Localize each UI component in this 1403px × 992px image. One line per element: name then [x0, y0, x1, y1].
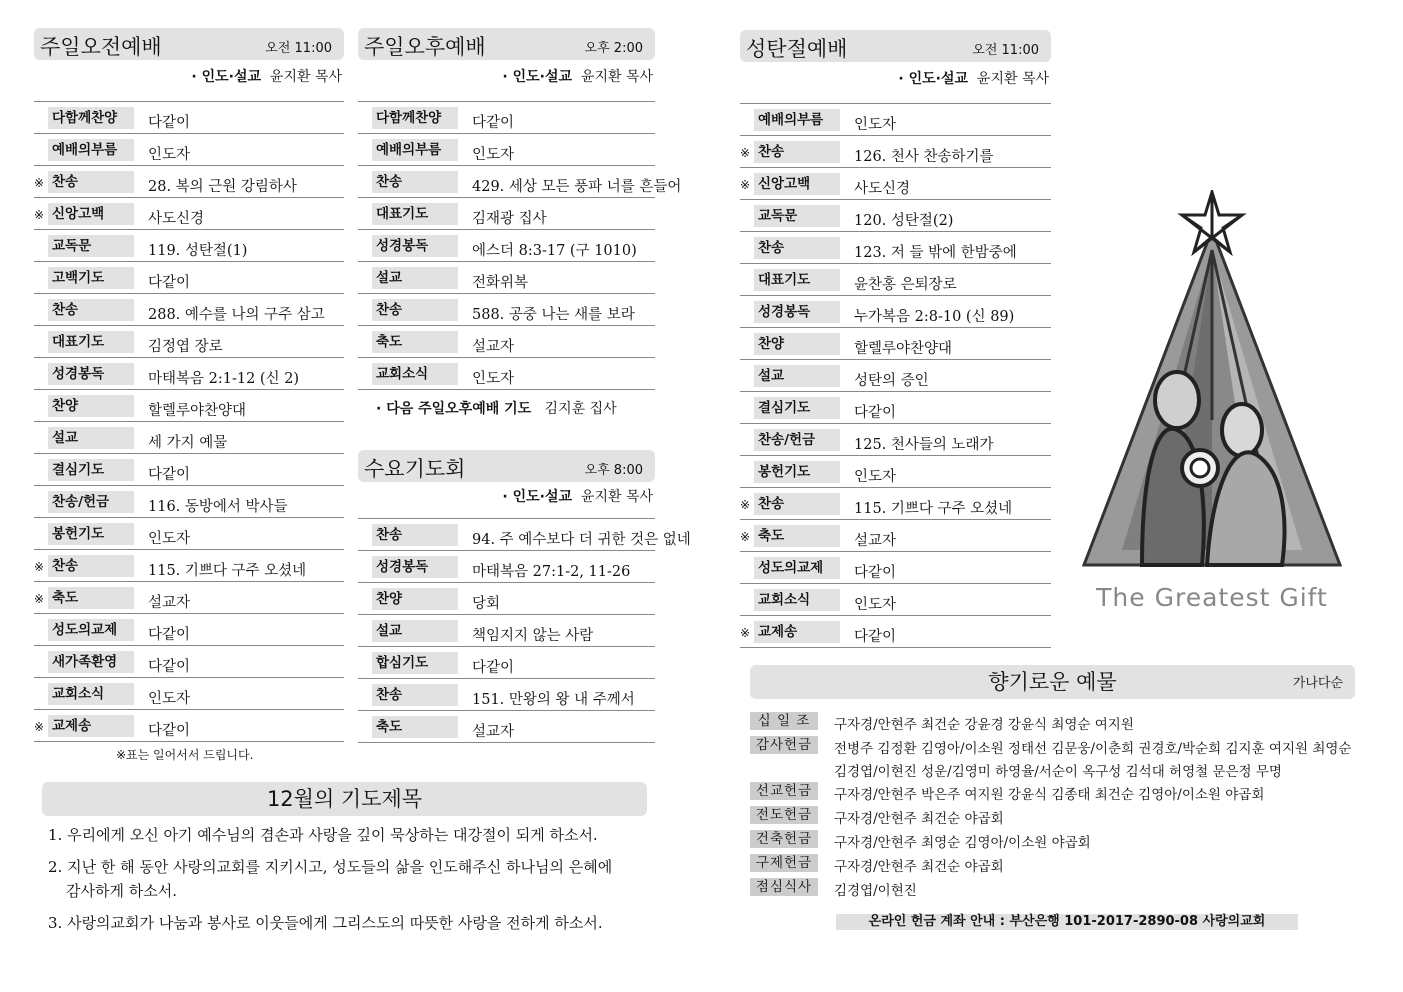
order-row: [358, 134, 655, 166]
wednesday-header: [358, 450, 655, 482]
order-row: [34, 646, 344, 678]
standing-mark: ※: [34, 176, 45, 190]
order-value: 123. 저 들 밖에 한밤중에: [854, 245, 1017, 261]
order-label: 결심기도: [754, 397, 840, 419]
order-label: 예배의부름: [48, 139, 134, 161]
offering-title: 향기로운 예물: [988, 670, 1117, 694]
wednesday-time: 오후 8:00: [584, 463, 643, 478]
order-row: [34, 550, 344, 582]
order-row: [358, 679, 655, 711]
order-value: 126. 천사 찬송하기를: [854, 149, 994, 165]
christmas-service: [740, 30, 1051, 655]
order-value: 성탄의 증인: [854, 373, 929, 389]
order-label: 교독문: [754, 205, 840, 227]
order-value: 28. 복의 근원 강림하사: [148, 179, 297, 195]
order-label: 교회소식: [372, 363, 458, 385]
order-value: 인도자: [854, 597, 897, 613]
order-label: 결심기도: [48, 459, 134, 481]
order-value: 인도자: [854, 469, 897, 485]
order-label: 다함께찬양: [48, 107, 134, 129]
order-label: 교회소식: [754, 589, 840, 611]
order-value: 다같이: [472, 660, 515, 676]
order-row: [358, 583, 655, 615]
afternoon-service: [358, 28, 682, 428]
christmas-leader: · 인도·설교 윤지환 목사: [898, 71, 1049, 87]
order-row: [358, 615, 655, 647]
order-value: 마태복음 27:1-2, 11-26: [472, 564, 631, 580]
order-value: 다같이: [148, 659, 191, 675]
order-row: [34, 582, 344, 614]
christmas-time: 오전 11:00: [972, 43, 1039, 58]
afternoon-order-list: [358, 101, 682, 390]
order-row: [34, 166, 344, 198]
order-label: 예배의부름: [372, 139, 458, 161]
wednesday-service: [358, 450, 691, 750]
order-row: [34, 486, 344, 518]
order-label: 찬송: [754, 141, 840, 163]
order-value: 세 가지 예물: [148, 435, 228, 451]
order-label: 다함께찬양: [372, 107, 458, 129]
online-offering-account: 온라인 헌금 계좌 안내 : 부산은행 101-2017-2890-08 사랑의교회: [836, 914, 1298, 930]
afternoon-header: [358, 28, 655, 60]
order-label: 찬송: [754, 237, 840, 259]
morning-title: 주일오전예배: [40, 35, 162, 59]
nativity-image: [1082, 190, 1342, 620]
order-label: 찬송: [48, 171, 134, 193]
order-label: 성도의교제: [48, 619, 134, 641]
order-value: 다같이: [854, 629, 897, 645]
order-row: [358, 647, 655, 679]
art-caption: The Greatest Gift: [1096, 583, 1328, 612]
order-label: 성경봉독: [48, 363, 134, 385]
order-label: 찬양: [372, 588, 458, 610]
order-value: 윤찬홍 은퇴장로: [854, 277, 957, 293]
order-value: 다같이: [148, 627, 191, 643]
order-value: 설교자: [472, 724, 515, 740]
order-value: 다같이: [472, 115, 515, 131]
morning-leader: · 인도·설교 윤지환 목사: [191, 69, 342, 85]
order-value: 책임지지 않는 사람: [472, 628, 594, 644]
prayer-topic-1: 1. 우리에게 오신 아기 예수님의 겸손과 사랑을 깊이 묵상하는 대강절이 되게 하소서.: [48, 826, 598, 844]
standing-mark: ※: [740, 178, 751, 192]
order-label: 신앙고백: [754, 173, 840, 195]
order-row: [740, 552, 1051, 584]
order-label: 찬양: [48, 395, 134, 417]
order-value: 다같이: [148, 467, 191, 483]
order-label: 찬송: [372, 171, 458, 193]
standing-mark: ※: [34, 208, 45, 222]
offering-order: 가나다순: [1292, 676, 1343, 691]
order-label: 대표기도: [48, 331, 134, 353]
order-value: 전화위복: [472, 275, 529, 291]
order-row: [358, 551, 655, 583]
order-value: 에스더 8:3-17 (구 1010): [472, 243, 637, 259]
order-row: [740, 616, 1051, 648]
standing-mark: ※: [34, 720, 45, 734]
order-row: [740, 104, 1051, 136]
order-value: 설교자: [854, 533, 897, 549]
morning-time: 오전 11:00: [265, 41, 332, 56]
order-row: [740, 168, 1051, 200]
order-label: 찬송: [754, 493, 840, 515]
order-label: 찬송/헌금: [754, 429, 840, 451]
wednesday-title: 수요기도회: [364, 457, 466, 481]
order-value: 288. 예수를 나의 구주 삼고: [148, 307, 325, 323]
order-label: 찬송: [48, 299, 134, 321]
order-row: [358, 326, 655, 358]
prayer-topic-3: 3. 사랑의교회가 나눔과 봉사로 이웃들에게 그리스도의 따뜻한 사랑을 전하게 하소서.: [48, 914, 603, 932]
order-label: 찬송/헌금: [48, 491, 134, 513]
order-label: 축도: [372, 331, 458, 353]
order-value: 마태복음 2:1-12 (신 2): [148, 371, 300, 387]
order-label: 성경봉독: [754, 301, 840, 323]
order-row: [740, 520, 1051, 552]
afternoon-title: 주일오후예배: [364, 35, 486, 59]
order-row: [740, 296, 1051, 328]
next-afternoon-prayer: · 다음 주일오후예배 기도 김지훈 집사: [376, 401, 617, 417]
order-row: [740, 328, 1051, 360]
order-label: 봉헌기도: [754, 461, 840, 483]
order-row: [34, 518, 344, 550]
order-row: [740, 488, 1051, 520]
order-label: 찬송: [372, 524, 458, 546]
order-label: 설교: [754, 365, 840, 387]
order-value: 누가복음 2:8-10 (신 89): [854, 309, 1015, 325]
order-value: 125. 천사들의 노래가: [854, 437, 994, 453]
standing-mark: ※: [740, 530, 751, 544]
order-label: 축도: [48, 587, 134, 609]
order-label: 찬송: [372, 299, 458, 321]
prayer-topics-header: 12월의 기도제목: [42, 782, 647, 816]
order-label: 합심기도: [372, 652, 458, 674]
order-row: [34, 614, 344, 646]
order-row: [34, 358, 344, 390]
order-value: 119. 성탄절(1): [148, 243, 248, 259]
prayer-topic-2-cont: 감사하게 하소서.: [66, 882, 177, 900]
order-row: [358, 102, 655, 134]
standing-mark: ※: [740, 626, 751, 640]
order-value: 115. 기쁘다 구주 오셨네: [854, 501, 1013, 517]
order-row: [358, 711, 655, 743]
order-label: 새가족환영: [48, 651, 134, 673]
order-row: [34, 262, 344, 294]
order-value: 다같이: [854, 565, 897, 581]
order-row: [34, 678, 344, 710]
order-row: [34, 198, 344, 230]
order-row: [34, 326, 344, 358]
order-value: 김정엽 장로: [148, 339, 223, 355]
order-label: 교독문: [48, 235, 134, 257]
order-value: 429. 세상 모든 풍파 너를 흔들어: [472, 179, 682, 195]
order-row: [740, 232, 1051, 264]
order-value: 116. 동방에서 박사들: [148, 499, 288, 515]
prayer-topic-2: 2. 지난 한 해 동안 사랑의교회를 지키시고, 성도들의 삶을 인도해주신 하나님의 은혜에: [48, 858, 613, 876]
order-label: 예배의부름: [754, 109, 840, 131]
order-value: 다같이: [148, 723, 191, 739]
order-label: 성경봉독: [372, 556, 458, 578]
christmas-header: [740, 30, 1051, 62]
standing-note: ※표는 일어서서 드립니다.: [116, 748, 254, 762]
order-label: 찬송: [48, 555, 134, 577]
order-row: [358, 294, 655, 326]
order-label: 설교: [372, 267, 458, 289]
order-label: 교회소식: [48, 683, 134, 705]
order-label: 성경봉독: [372, 235, 458, 257]
order-value: 115. 기쁘다 구주 오셨네: [148, 563, 307, 579]
order-row: [358, 198, 655, 230]
order-value: 설교자: [472, 339, 515, 355]
order-row: [34, 390, 344, 422]
christmas-title: 성탄절예배: [746, 37, 848, 61]
order-row: [740, 584, 1051, 616]
standing-mark: ※: [34, 560, 45, 574]
morning-order-list: [34, 101, 344, 742]
order-label: 설교: [372, 620, 458, 642]
offering-header: [750, 665, 1355, 699]
order-row: [34, 710, 344, 742]
order-value: 당회: [472, 596, 501, 612]
order-row: [740, 200, 1051, 232]
morning-service: [34, 28, 344, 768]
order-value: 인도자: [854, 117, 897, 133]
afternoon-time: 오후 2:00: [584, 41, 643, 56]
order-label: 찬송: [372, 684, 458, 706]
order-row: [358, 358, 655, 390]
standing-mark: ※: [34, 592, 45, 606]
order-value: 김재광 집사: [472, 211, 547, 227]
order-label: 교제송: [754, 621, 840, 643]
order-value: 인도자: [148, 147, 191, 163]
order-value: 사도신경: [854, 181, 911, 197]
order-value: 사도신경: [148, 211, 205, 227]
order-row: [358, 519, 691, 551]
order-row: [34, 134, 344, 166]
order-value: 다같이: [148, 275, 191, 291]
order-row: [34, 422, 344, 454]
order-row: [740, 136, 1051, 168]
order-value: 인도자: [148, 531, 191, 547]
order-row: [740, 456, 1051, 488]
standing-mark: ※: [740, 498, 751, 512]
order-label: 찬양: [754, 333, 840, 355]
order-value: 94. 주 예수보다 더 귀한 것은 없네: [472, 532, 691, 548]
order-value: 인도자: [148, 691, 191, 707]
order-value: 588. 공중 나는 새를 보라: [472, 307, 635, 323]
order-value: 151. 만왕의 왕 내 주께서: [472, 692, 635, 708]
order-label: 대표기도: [372, 203, 458, 225]
order-label: 고백기도: [48, 267, 134, 289]
order-value: 할렐루야찬양대: [854, 341, 953, 357]
christmas-order-list: [740, 103, 1051, 648]
standing-mark: ※: [740, 146, 751, 160]
order-row: [740, 392, 1051, 424]
order-label: 축도: [372, 716, 458, 738]
order-row: [740, 264, 1051, 296]
order-label: 교제송: [48, 715, 134, 737]
morning-header: [34, 28, 344, 60]
nativity-illustration: [1082, 190, 1342, 620]
order-label: 대표기도: [754, 269, 840, 291]
order-row: [358, 230, 655, 262]
order-value: 120. 성탄절(2): [854, 213, 954, 229]
order-label: 축도: [754, 525, 840, 547]
order-row: [358, 262, 655, 294]
order-label: 설교: [48, 427, 134, 449]
order-row: [740, 360, 1051, 392]
order-label: 성도의교제: [754, 557, 840, 579]
order-value: 설교자: [148, 595, 191, 611]
order-row: [34, 230, 344, 262]
order-label: 봉헌기도: [48, 523, 134, 545]
afternoon-leader: · 인도·설교 윤지환 목사: [502, 69, 653, 85]
wednesday-order-list: [358, 518, 691, 743]
order-row: [740, 424, 1051, 456]
wednesday-leader: · 인도·설교 윤지환 목사: [502, 489, 653, 505]
order-value: 다같이: [854, 405, 897, 421]
order-value: 다같이: [148, 115, 191, 131]
order-value: 할렐루야찬양대: [148, 403, 247, 419]
order-row: [34, 294, 344, 326]
order-value: 인도자: [472, 147, 515, 163]
order-value: 인도자: [472, 371, 515, 387]
order-row: [34, 102, 344, 134]
order-row: [34, 454, 344, 486]
order-row: [358, 166, 682, 198]
order-label: 신앙고백: [48, 203, 134, 225]
